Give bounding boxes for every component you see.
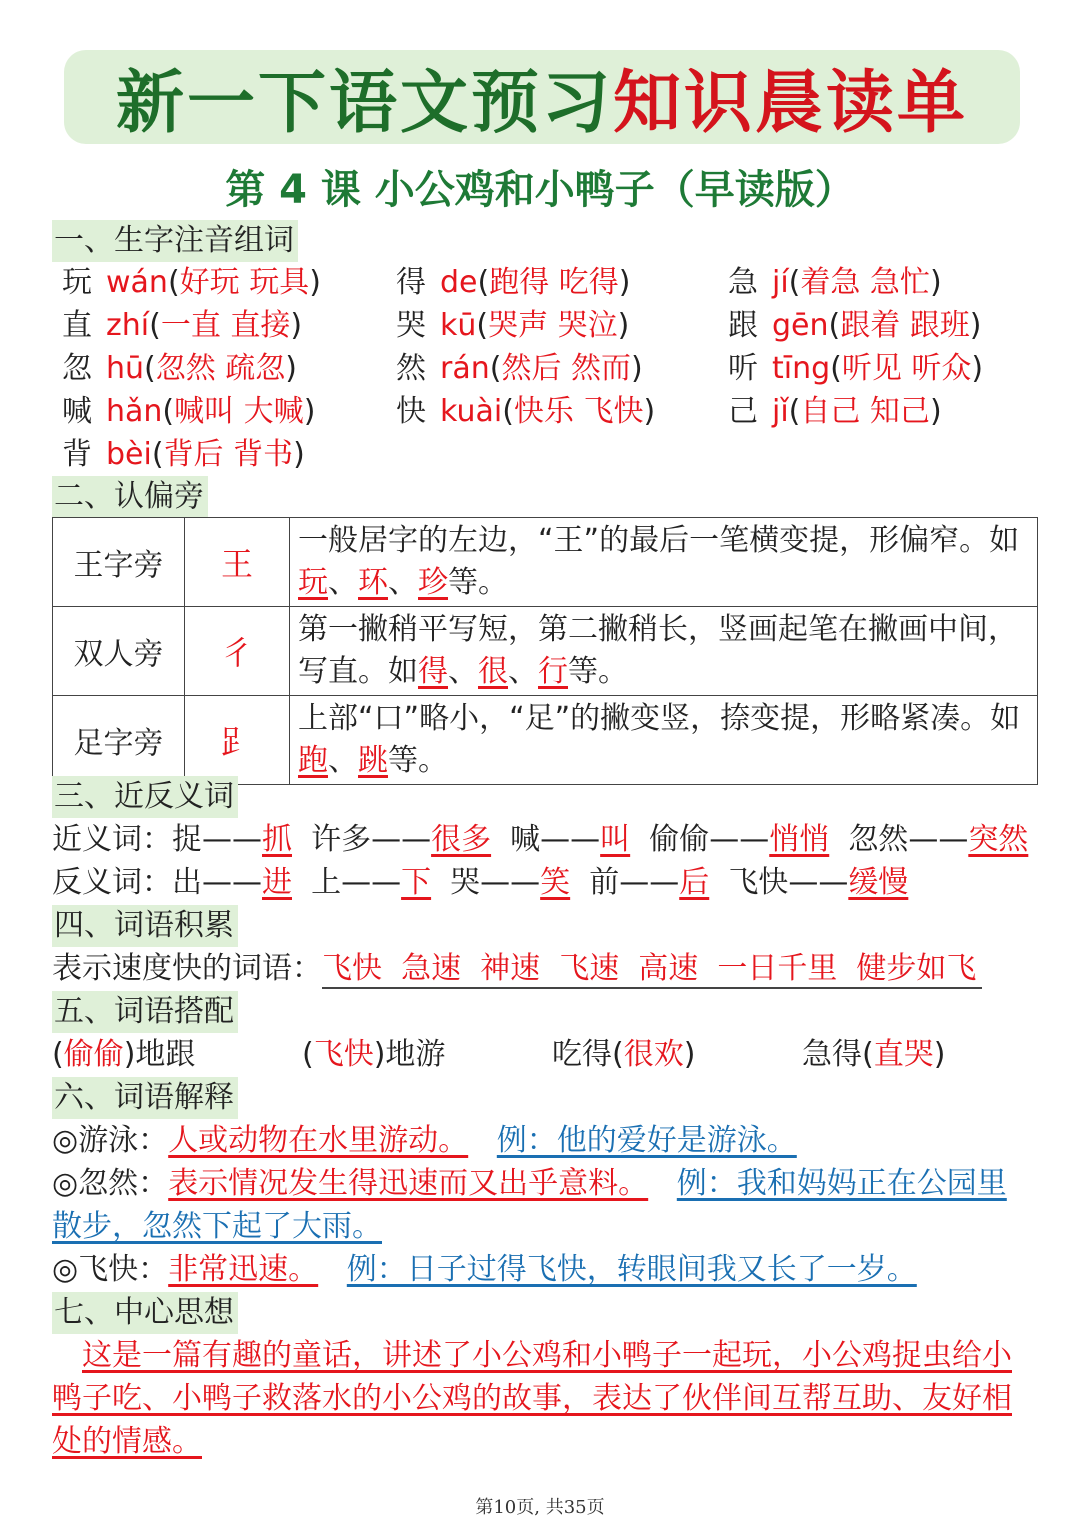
radical-name: 双人旁: [53, 607, 185, 696]
character-entry: 听 tīng(听见 听众): [728, 351, 984, 386]
explanation-item: ◎飞快：非常迅速。 例：日子过得飞快，转眼间我又长了一岁。: [52, 1252, 917, 1287]
table-row: [53, 696, 1038, 785]
character-entry: 然 rán(然后 然而): [396, 351, 643, 386]
title-part2: 知识晨读单: [613, 62, 969, 143]
character-entry: 快 kuài(快乐 飞快): [396, 394, 656, 429]
table-row: [53, 518, 1038, 607]
collocation-item: (飞快)地游: [302, 1037, 446, 1072]
character-entry: 己 jǐ(自己 知己): [728, 394, 942, 429]
section-heading-characters: 一、生字注音组词: [52, 220, 298, 262]
radical-name: 王字旁: [53, 518, 185, 607]
character-entry: 背 bèi(背后 背书): [62, 437, 305, 472]
character-entry: 直 zhí(一直 直接): [62, 308, 303, 343]
collocation-item: 吃得(很欢): [552, 1037, 696, 1072]
radical-glyph: 𧾷: [185, 696, 290, 785]
character-entry: 跟 gēn(跟着 跟班): [728, 308, 982, 343]
explanation-continuation: 散步，忽然下起了大雨。: [52, 1209, 382, 1244]
central-idea-paragraph: 这是一篇有趣的童话，讲述了小公鸡和小鸭子一起玩，小公鸡捉虫给小鸭子吃、小鸭子救落水的小公鸡的故事，表达了伙伴间互帮互助、友好相处的情感。: [52, 1338, 1012, 1459]
radical-description: 第一撇稍平写短，第二撇稍长，竖画起笔在撇画中间， 写直。如得、很、行等。: [290, 607, 1038, 696]
section-heading-collocation: 五、词语搭配: [52, 991, 238, 1033]
radical-description: 一般居字的左边，“王”的最后一笔横变提，形偏窄。如 玩、环、珍等。: [290, 518, 1038, 607]
section-heading-accumulation: 四、词语积累: [52, 905, 238, 947]
accumulation-answer: 飞快 急速 神速 飞速 高速 一日千里 健步如飞: [322, 951, 982, 989]
title-part1: 新一下语文预习: [115, 62, 613, 143]
character-entry: 哭 kū(哭声 哭泣): [396, 308, 630, 343]
table-row: [53, 607, 1038, 696]
collocation-item: (偷偷)地跟: [52, 1037, 196, 1072]
antonyms-line: 反义词：出——进 上——下 哭——笑 前——后 飞快——缓慢: [52, 865, 909, 900]
character-entry: 玩 wán(好玩 玩具): [62, 265, 321, 300]
section-heading-explanation: 六、词语解释: [52, 1077, 238, 1119]
radical-glyph: 彳: [185, 607, 290, 696]
section-heading-radicals: 二、认偏旁: [52, 476, 208, 518]
explanation-item: ◎游泳：人或动物在水里游动。 例：他的爱好是游泳。: [52, 1123, 797, 1158]
collocation-item: 急得(直哭): [802, 1037, 946, 1072]
title-banner: [64, 50, 1020, 144]
lesson-subtitle: 第 4 课 小公鸡和小鸭子（早读版）: [225, 167, 855, 213]
radical-glyph: 王: [185, 518, 290, 607]
explanation-item: ◎忽然：表示情况发生得迅速而又出乎意料。 例：我和妈妈正在公园里: [52, 1166, 1007, 1201]
radical-name: 足字旁: [53, 696, 185, 785]
accumulation-line: 表示速度快的词语：飞快 急速 神速 飞速 高速 一日千里 健步如飞: [52, 948, 982, 990]
section-heading-synonyms-antonyms: 三、近反义词: [52, 776, 238, 818]
character-entry: 得 de(跑得 吃得): [396, 265, 631, 300]
radical-description: 上部“口”略小，“足”的撇变竖，捺变提，形略紧凑。如 跑、跳等。: [290, 696, 1038, 785]
section-heading-central-idea: 七、中心思想: [52, 1292, 238, 1334]
page-footer: 第10页, 共35页: [475, 1497, 605, 1518]
synonyms-line: 近义词：捉——抓 许多——很多 喊——叫 偷偷——悄悄 忽然——突然: [52, 822, 1029, 857]
character-entry: 急 jí(着急 急忙): [728, 265, 942, 300]
character-entry: 喊 hǎn(喊叫 大喊): [62, 394, 316, 429]
radicals-table: [52, 517, 1038, 785]
character-entry: 忽 hū(忽然 疏忽): [62, 351, 298, 386]
